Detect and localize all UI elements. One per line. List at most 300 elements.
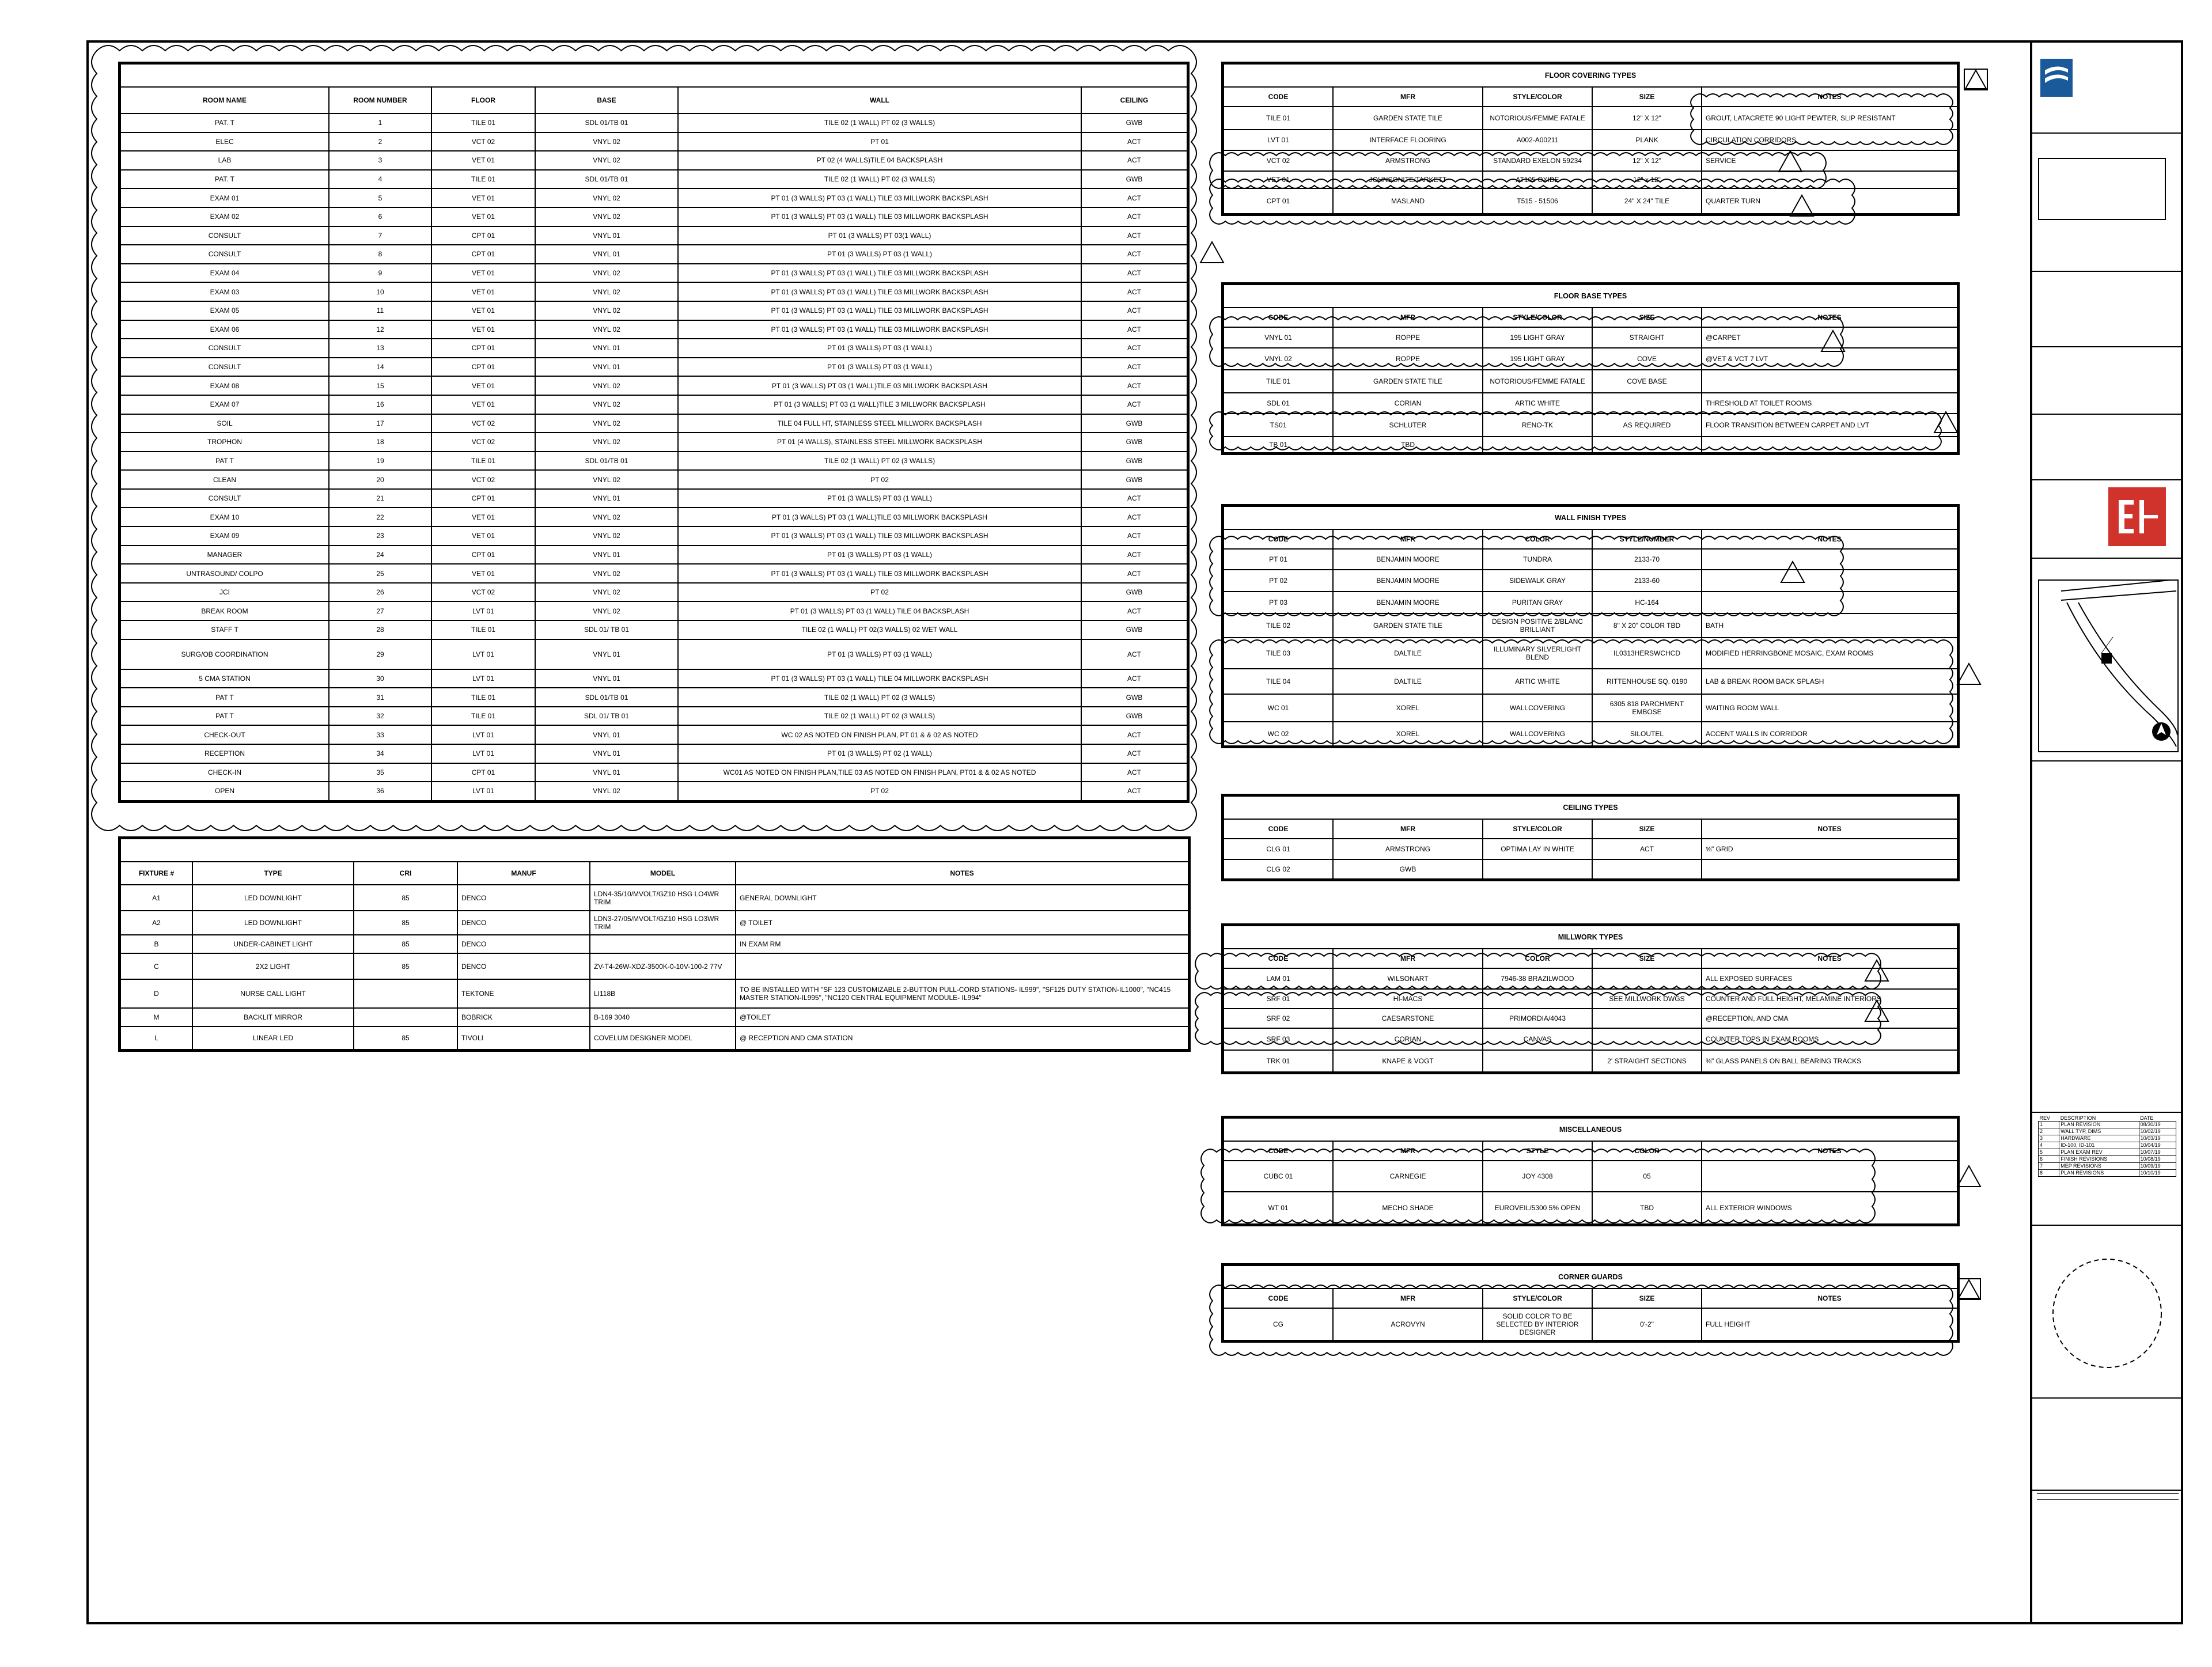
table-cell: ROPPE	[1333, 327, 1483, 348]
table-cell: XOREL	[1333, 694, 1483, 722]
table-cell: BACKLIT MIRROR	[192, 1008, 354, 1026]
revision-triangle	[1199, 241, 1225, 264]
table-cell: ALL EXPOSED SURFACES	[1702, 968, 1957, 989]
table-cell	[1702, 570, 1957, 592]
table-row	[2039, 1163, 2176, 1170]
table-cell: VNYL 02	[535, 564, 678, 583]
table-cell: 10/02/19	[2139, 1128, 2176, 1135]
table-row	[1224, 1009, 1957, 1028]
table-cell: 35	[329, 763, 431, 782]
table-row	[1224, 1308, 1957, 1340]
table-cell: VET 01	[431, 320, 535, 339]
revision-triangle	[1778, 150, 1803, 173]
table-cell: PLAN REVISIONS	[2059, 1170, 2139, 1177]
table-cell: RECEPTION	[120, 744, 329, 763]
table-cell: ACT	[1081, 301, 1187, 320]
table-cell: 12" X 12"	[1592, 107, 1702, 130]
table-cell: VET 01	[431, 151, 535, 170]
revision-triangle	[1864, 959, 1889, 982]
table-cell: BENJAMIN MOORE	[1333, 570, 1483, 592]
table-row	[120, 395, 1187, 414]
table-cell: 10/07/19	[2139, 1149, 2176, 1156]
table-cell: EXAM 03	[120, 282, 329, 301]
table-cell: MEP REVISIONS	[2059, 1163, 2139, 1170]
table-cell: SRF 02	[1224, 1009, 1333, 1028]
table-cell: VET 01	[431, 526, 535, 545]
table-cell: 85	[354, 1026, 457, 1050]
table-cell	[1702, 859, 1957, 879]
table-cell: SDL 01	[1224, 393, 1333, 414]
table-cell: TILE 01	[1224, 107, 1333, 130]
table-cell: ACT	[1081, 526, 1187, 545]
table-cell: JOY 4308	[1483, 1161, 1592, 1192]
table-cell: SOLID COLOR TO BE SELECTED BY INTERIOR DESIGNER	[1483, 1308, 1592, 1340]
table-cell: 10/10/19	[2139, 1170, 2176, 1177]
table-cell: VNYL 01	[1224, 327, 1333, 348]
table-cell: ACT	[1081, 264, 1187, 283]
table-row	[120, 507, 1187, 526]
table-row	[120, 320, 1187, 339]
schedule-title: CORNER GUARDS	[1224, 1266, 1957, 1289]
architect-logo	[2038, 158, 2166, 220]
table-cell: 3	[2039, 1135, 2059, 1142]
wall-finish-schedule	[1221, 504, 1960, 748]
room-finish-schedule	[118, 62, 1190, 803]
column-header: MFR	[1333, 819, 1483, 839]
table-cell: GARDEN STATE TILE	[1333, 613, 1483, 638]
table-cell: COVE	[1592, 348, 1702, 370]
table-cell: LVT 01	[1224, 130, 1333, 150]
table-cell: 7	[2039, 1163, 2059, 1170]
table-cell: SDL 01/TB 01	[535, 113, 678, 132]
table-cell: WILSONART	[1333, 968, 1483, 989]
miscellaneous-schedule	[1221, 1116, 1960, 1226]
table-row	[120, 339, 1187, 358]
table-row	[120, 953, 1188, 979]
table-cell: ACT	[1081, 320, 1187, 339]
table-cell: 24" X 24" TILE	[1592, 188, 1702, 214]
table-row	[120, 583, 1187, 602]
table-row	[120, 132, 1187, 151]
table-cell: CONSULT	[120, 339, 329, 358]
revision-triangle	[1963, 68, 1988, 91]
table-cell: VCT 02	[431, 132, 535, 151]
table-cell	[1702, 437, 1957, 453]
table-row	[1224, 1050, 1957, 1072]
table-cell: A2	[120, 911, 192, 935]
table-cell: 10/08/19	[2139, 1156, 2176, 1163]
table-cell: LAB	[120, 151, 329, 170]
table-cell: VNYL 01	[535, 339, 678, 358]
schedule-title	[120, 839, 1188, 862]
column-header: STYLE/NUMBER	[1592, 529, 1702, 549]
table-cell: TROPHON	[120, 433, 329, 452]
table-cell	[1702, 592, 1957, 613]
table-row	[120, 763, 1187, 782]
column-header: COLOR	[1483, 949, 1592, 968]
table-cell: EXAM 01	[120, 188, 329, 207]
column-header: SIZE	[1592, 949, 1702, 968]
table-cell: VNYL 01	[535, 545, 678, 564]
table-row	[1224, 1028, 1957, 1050]
column-header: TYPE	[192, 862, 354, 885]
table-cell: 33	[329, 725, 431, 744]
table-cell: @CARPET	[1702, 327, 1957, 348]
column-header: REV	[2039, 1115, 2059, 1122]
table-cell	[1702, 1161, 1957, 1192]
table-cell: VNYL 02	[535, 470, 678, 489]
table-cell: 1	[2039, 1122, 2059, 1128]
table-cell: WC 02 AS NOTED ON FINISH PLAN, PT 01 & & 02 AS NOTED	[678, 725, 1081, 744]
table-row	[1224, 549, 1957, 570]
table-cell: SCHLUTER	[1333, 414, 1483, 437]
table-cell: COVELUM DESIGNER MODEL	[590, 1026, 736, 1050]
table-cell: L	[120, 1026, 192, 1050]
table-cell: CPT 01	[431, 545, 535, 564]
table-cell: 0'-2"	[1592, 1308, 1702, 1340]
table-cell	[1592, 859, 1702, 879]
table-row	[1224, 150, 1957, 171]
table-cell: EXAM 04	[120, 264, 329, 283]
table-row	[1224, 570, 1957, 592]
column-header: MFR	[1333, 1141, 1483, 1161]
table-cell: ALL EXTERIOR WINDOWS	[1702, 1192, 1957, 1224]
table-cell: LDN4-35/10/MVOLT/GZ10 HSG LO4WR TRIM	[590, 885, 736, 911]
table-row	[1224, 1192, 1957, 1224]
table-cell: INTERFACE FLOORING	[1333, 130, 1483, 150]
table-cell: 9	[329, 264, 431, 283]
table-cell: VCT 02	[431, 414, 535, 433]
table-cell: GARDEN STATE TILE	[1333, 107, 1483, 130]
table-cell: VNYL 02	[535, 526, 678, 545]
table-cell: 6	[2039, 1156, 2059, 1163]
table-cell: VNYL 02	[535, 433, 678, 452]
table-cell: B-169 3040	[590, 1008, 736, 1026]
table-cell: 4	[329, 170, 431, 189]
table-cell: TILE 01	[1224, 370, 1333, 393]
table-cell: 7946-38 BRAZILWOOD	[1483, 968, 1592, 989]
table-cell: LVT 01	[431, 601, 535, 620]
table-row	[1224, 669, 1957, 694]
table-cell	[1483, 989, 1592, 1009]
table-cell: 5	[329, 188, 431, 207]
column-header: CEILING	[1081, 87, 1187, 113]
table-cell: GWB	[1081, 170, 1187, 189]
table-cell: XOREL	[1333, 722, 1483, 746]
table-cell: 12	[329, 320, 431, 339]
table-cell: GWB	[1081, 113, 1187, 132]
table-row	[120, 1026, 1188, 1050]
table-cell: PT 01	[678, 132, 1081, 151]
table-cell: VCT 02	[431, 583, 535, 602]
table-cell: PT 01 (3 WALLS) PT 03 (1 WALL) TILE 03 MILLWORK BACKSPLASH	[678, 207, 1081, 226]
table-cell: 08/30/19	[2139, 1122, 2176, 1128]
table-cell: DALTILE	[1333, 669, 1483, 694]
table-row	[120, 639, 1187, 669]
column-header: MFR	[1333, 308, 1483, 327]
table-cell	[1483, 1050, 1592, 1072]
table-row	[1224, 613, 1957, 638]
table-row	[120, 601, 1187, 620]
valley-logo-icon	[2040, 59, 2075, 99]
table-cell: 24	[329, 545, 431, 564]
table-cell: CPT 01	[431, 763, 535, 782]
table-cell: CLEAN	[120, 470, 329, 489]
table-cell: TILE 02	[1224, 613, 1333, 638]
table-cell: 22	[329, 507, 431, 526]
lighting-schedule	[118, 836, 1191, 1052]
column-header: STYLE/COLOR	[1483, 87, 1592, 107]
schedule-title: WALL FINISH TYPES	[1224, 506, 1957, 529]
table-cell: WAITING ROOM WALL	[1702, 694, 1957, 722]
table-cell: @ RECEPTION AND CMA STATION	[736, 1026, 1188, 1050]
table-cell: GWB	[1081, 688, 1187, 707]
column-header: COLOR	[1592, 1141, 1702, 1161]
table-cell: SDL 01/ TB 01	[535, 620, 678, 639]
schedule-title: MILLWORK TYPES	[1224, 926, 1957, 949]
table-cell: TILE 04 FULL HT, STAINLESS STEEL MILLWORK BACKSPLASH	[678, 414, 1081, 433]
column-header: CODE	[1224, 1141, 1333, 1161]
table-cell: PT 01 (3 WALLS) PT 03 (1 WALL) TILE 04 BACKSPLASH	[678, 601, 1081, 620]
table-row	[120, 170, 1187, 189]
table-cell: DALTILE	[1333, 638, 1483, 669]
table-cell: STANDARD EXELON 59234	[1483, 150, 1592, 171]
column-header: ROOM NAME	[120, 87, 329, 113]
table-row	[1224, 107, 1957, 130]
table-cell: PT 02	[678, 583, 1081, 602]
table-cell: ACCENT WALLS IN CORRIDOR	[1702, 722, 1957, 746]
table-cell: BATH	[1702, 613, 1957, 638]
table-cell: FINISH REVISIONS	[2059, 1156, 2139, 1163]
table-cell: 1	[329, 113, 431, 132]
table-cell: ACT	[1081, 282, 1187, 301]
table-cell: 195 LIGHT GRAY	[1483, 348, 1592, 370]
table-cell: PT 01 (3 WALLS) PT 03 (1 WALL)TILE 03 MILLWORK BACKSPLASH	[678, 376, 1081, 395]
table-cell: 16	[329, 395, 431, 414]
column-header: NOTES	[1702, 949, 1957, 968]
table-cell: 19	[329, 452, 431, 471]
column-header: STYLE/COLOR	[1483, 819, 1592, 839]
table-row	[1224, 171, 1957, 188]
table-row	[1224, 188, 1957, 214]
table-cell: CLG 02	[1224, 859, 1333, 879]
table-cell: 8	[2039, 1170, 2059, 1177]
table-cell	[590, 935, 736, 953]
table-cell: ARTIC WHITE	[1483, 669, 1592, 694]
table-cell	[1592, 968, 1702, 989]
revision-triangle	[1956, 1278, 1982, 1301]
table-cell	[1592, 393, 1702, 414]
column-header: FIXTURE #	[120, 862, 192, 885]
table-cell: PT 01 (3 WALLS) PT 03 (1 WALL) TILE 04 MILLWORK BACKSPLASH	[678, 669, 1081, 688]
table-row	[2039, 1122, 2176, 1128]
revision-triangle	[1933, 411, 1959, 434]
table-cell: M	[120, 1008, 192, 1026]
table-row	[120, 188, 1187, 207]
table-cell: RITTENHOUSE SQ. 0190	[1592, 669, 1702, 694]
column-header: NOTES	[1702, 308, 1957, 327]
table-cell: PAT. T	[120, 113, 329, 132]
table-cell: 28	[329, 620, 431, 639]
table-cell: VNYL 02	[535, 507, 678, 526]
column-header: MFR	[1333, 529, 1483, 549]
table-cell: EXAM 06	[120, 320, 329, 339]
table-cell: 6305 818 PARCHMENT EMBOSE	[1592, 694, 1702, 722]
table-cell: TILE 02 (1 WALL) PT 02 (3 WALLS)	[678, 707, 1081, 726]
table-cell: 34	[329, 744, 431, 763]
table-cell: CHECK-IN	[120, 763, 329, 782]
column-header: CODE	[1224, 87, 1333, 107]
table-cell: ROPPE	[1333, 348, 1483, 370]
table-cell: PT 01 (3 WALLS) PT 03 (1 WALL)	[678, 245, 1081, 264]
table-row	[2039, 1128, 2176, 1135]
table-cell: LED DOWNLIGHT	[192, 911, 354, 935]
table-cell: LVT 01	[431, 725, 535, 744]
table-cell: TBD	[1333, 437, 1483, 453]
table-cell: 23	[329, 526, 431, 545]
table-cell: ACT	[1081, 358, 1187, 377]
column-header: CODE	[1224, 819, 1333, 839]
table-cell: VNYL 01	[535, 358, 678, 377]
area-of-work-marker	[2101, 653, 2112, 664]
floor-covering-schedule	[1221, 62, 1960, 216]
table-cell: VNYL 02	[535, 264, 678, 283]
table-cell: HC-164	[1592, 592, 1702, 613]
table-row	[120, 452, 1187, 471]
table-cell: 85	[354, 935, 457, 953]
table-cell: ⅝" GRID	[1702, 839, 1957, 859]
column-header: MFR	[1333, 949, 1483, 968]
table-cell: PT 01 (3 WALLS) PT 02 (1 WALL)	[678, 744, 1081, 763]
column-header: MANUF	[457, 862, 590, 885]
table-cell	[1592, 1028, 1702, 1050]
table-row	[1224, 393, 1957, 414]
column-header: CODE	[1224, 308, 1333, 327]
table-row	[2039, 1170, 2176, 1177]
table-cell: 26	[329, 583, 431, 602]
table-cell: @TOILET	[736, 1008, 1188, 1026]
table-cell: PT 01 (3 WALLS) PT 03(1 WALL)	[678, 226, 1081, 245]
table-row	[120, 725, 1187, 744]
table-cell: TILE 02 (1 WALL) PT 02(3 WALLS) 02 WET WALL	[678, 620, 1081, 639]
table-cell: PT 01 (3 WALLS) PT 03 (1 WALL)	[678, 339, 1081, 358]
column-header: WALL	[678, 87, 1081, 113]
table-row	[1224, 348, 1957, 370]
table-cell: LVT 01	[431, 639, 535, 669]
table-cell: WC01 AS NOTED ON FINISH PLAN,TILE 03 AS NOTED ON FINISH PLAN, PT01 & & 02 AS NOTED	[678, 763, 1081, 782]
table-row	[1224, 592, 1957, 613]
table-cell: VNYL 02	[535, 151, 678, 170]
table-cell: VNYL 01	[535, 725, 678, 744]
table-cell: EXAM 09	[120, 526, 329, 545]
table-cell: T515 - 51506	[1483, 188, 1592, 214]
table-cell: VET 01	[431, 188, 535, 207]
table-cell: 3	[329, 151, 431, 170]
table-cell: PAT T	[120, 688, 329, 707]
table-cell: PT 01 (3 WALLS) PT 03 (1 WALL)	[678, 489, 1081, 508]
table-cell: PT 01 (3 WALLS) PT 03 (1 WALL) TILE 03 MILLWORK BACKSPLASH	[678, 301, 1081, 320]
table-cell: WC 01	[1224, 694, 1333, 722]
schedule-title: FLOOR BASE TYPES	[1224, 285, 1957, 308]
table-row	[120, 113, 1187, 132]
table-cell: 195 LIGHT GRAY	[1483, 327, 1592, 348]
schedule-title	[120, 64, 1187, 87]
table-cell: PAT. T	[120, 170, 329, 189]
table-cell: CPT 01	[431, 489, 535, 508]
table-cell: CONSULT	[120, 226, 329, 245]
table-cell: WALLCOVERING	[1483, 722, 1592, 746]
column-header: CODE	[1224, 949, 1333, 968]
table-cell: WT 01	[1224, 1192, 1333, 1224]
column-header: NOTES	[736, 862, 1188, 885]
table-cell: 27	[329, 601, 431, 620]
column-header: NOTES	[1702, 529, 1957, 549]
table-cell: WALL TYP, DIMS	[2059, 1128, 2139, 1135]
table-row	[2039, 1156, 2176, 1163]
table-cell: 29	[329, 639, 431, 669]
table-cell: CARNEGIE	[1333, 1161, 1483, 1192]
table-cell: CUBC 01	[1224, 1161, 1333, 1192]
schedule-title: FLOOR COVERING TYPES	[1224, 64, 1957, 87]
table-cell: TILE 02 (1 WALL) PT 02 (3 WALLS)	[678, 688, 1081, 707]
revision-triangle	[1956, 1165, 1982, 1188]
table-cell: A1	[120, 885, 192, 911]
table-cell: 2' STRAIGHT SECTIONS	[1592, 1050, 1702, 1072]
table-cell: 2133-70	[1592, 549, 1702, 570]
table-cell: GWB	[1081, 470, 1187, 489]
table-cell: BREAK ROOM	[120, 601, 329, 620]
column-header: SIZE	[1592, 1289, 1702, 1308]
table-cell: TILE 01	[431, 688, 535, 707]
table-row	[120, 526, 1187, 545]
table-cell: SRF 01	[1224, 989, 1333, 1009]
table-cell: TILE 02 (1 WALL) PT 02 (3 WALLS)	[678, 113, 1081, 132]
table-cell	[1702, 549, 1957, 570]
ceiling-schedule	[1221, 794, 1960, 881]
table-cell: UNTRASOUND/ COLPO	[120, 564, 329, 583]
table-cell: VET 01	[431, 264, 535, 283]
column-header: ROOM NUMBER	[329, 87, 431, 113]
table-cell: SIDEWALK GRAY	[1483, 570, 1592, 592]
table-cell: LDN3-27/05/MVOLT/GZ10 HSG LO3WR TRIM	[590, 911, 736, 935]
table-cell: VNYL 02	[535, 395, 678, 414]
table-cell	[1483, 437, 1592, 453]
table-cell: VCT 02	[1224, 150, 1333, 171]
table-cell: TILE 01	[431, 170, 535, 189]
table-cell: VET 01	[431, 207, 535, 226]
table-cell: A002-A00211	[1483, 130, 1592, 150]
table-row	[120, 911, 1188, 935]
schedule-title: CEILING TYPES	[1224, 796, 1957, 819]
table-row	[1224, 722, 1957, 746]
table-row	[120, 707, 1187, 726]
table-cell	[354, 1008, 457, 1026]
table-cell: VET 01	[431, 301, 535, 320]
table-cell: ACT	[1081, 601, 1187, 620]
table-cell: STRAIGHT	[1592, 327, 1702, 348]
table-cell	[1592, 437, 1702, 453]
table-cell: WC 02	[1224, 722, 1333, 746]
table-cell: PT 01 (3 WALLS) PT 03 (1 WALL)TILE 03 MILLWORK BACKSPLASH	[678, 507, 1081, 526]
table-cell: PT 01 (3 WALLS) PT 03 (1 WALL)	[678, 545, 1081, 564]
column-header: SIZE	[1592, 308, 1702, 327]
table-cell: MODIFIED HERRINGBONE MOSAIC, EXAM ROOMS	[1702, 638, 1957, 669]
table-cell: TILE 01	[431, 113, 535, 132]
table-cell: BENJAMIN MOORE	[1333, 592, 1483, 613]
table-cell: 85	[354, 885, 457, 911]
table-cell: ARMSTRONG	[1333, 150, 1483, 171]
table-cell: 30	[329, 669, 431, 688]
